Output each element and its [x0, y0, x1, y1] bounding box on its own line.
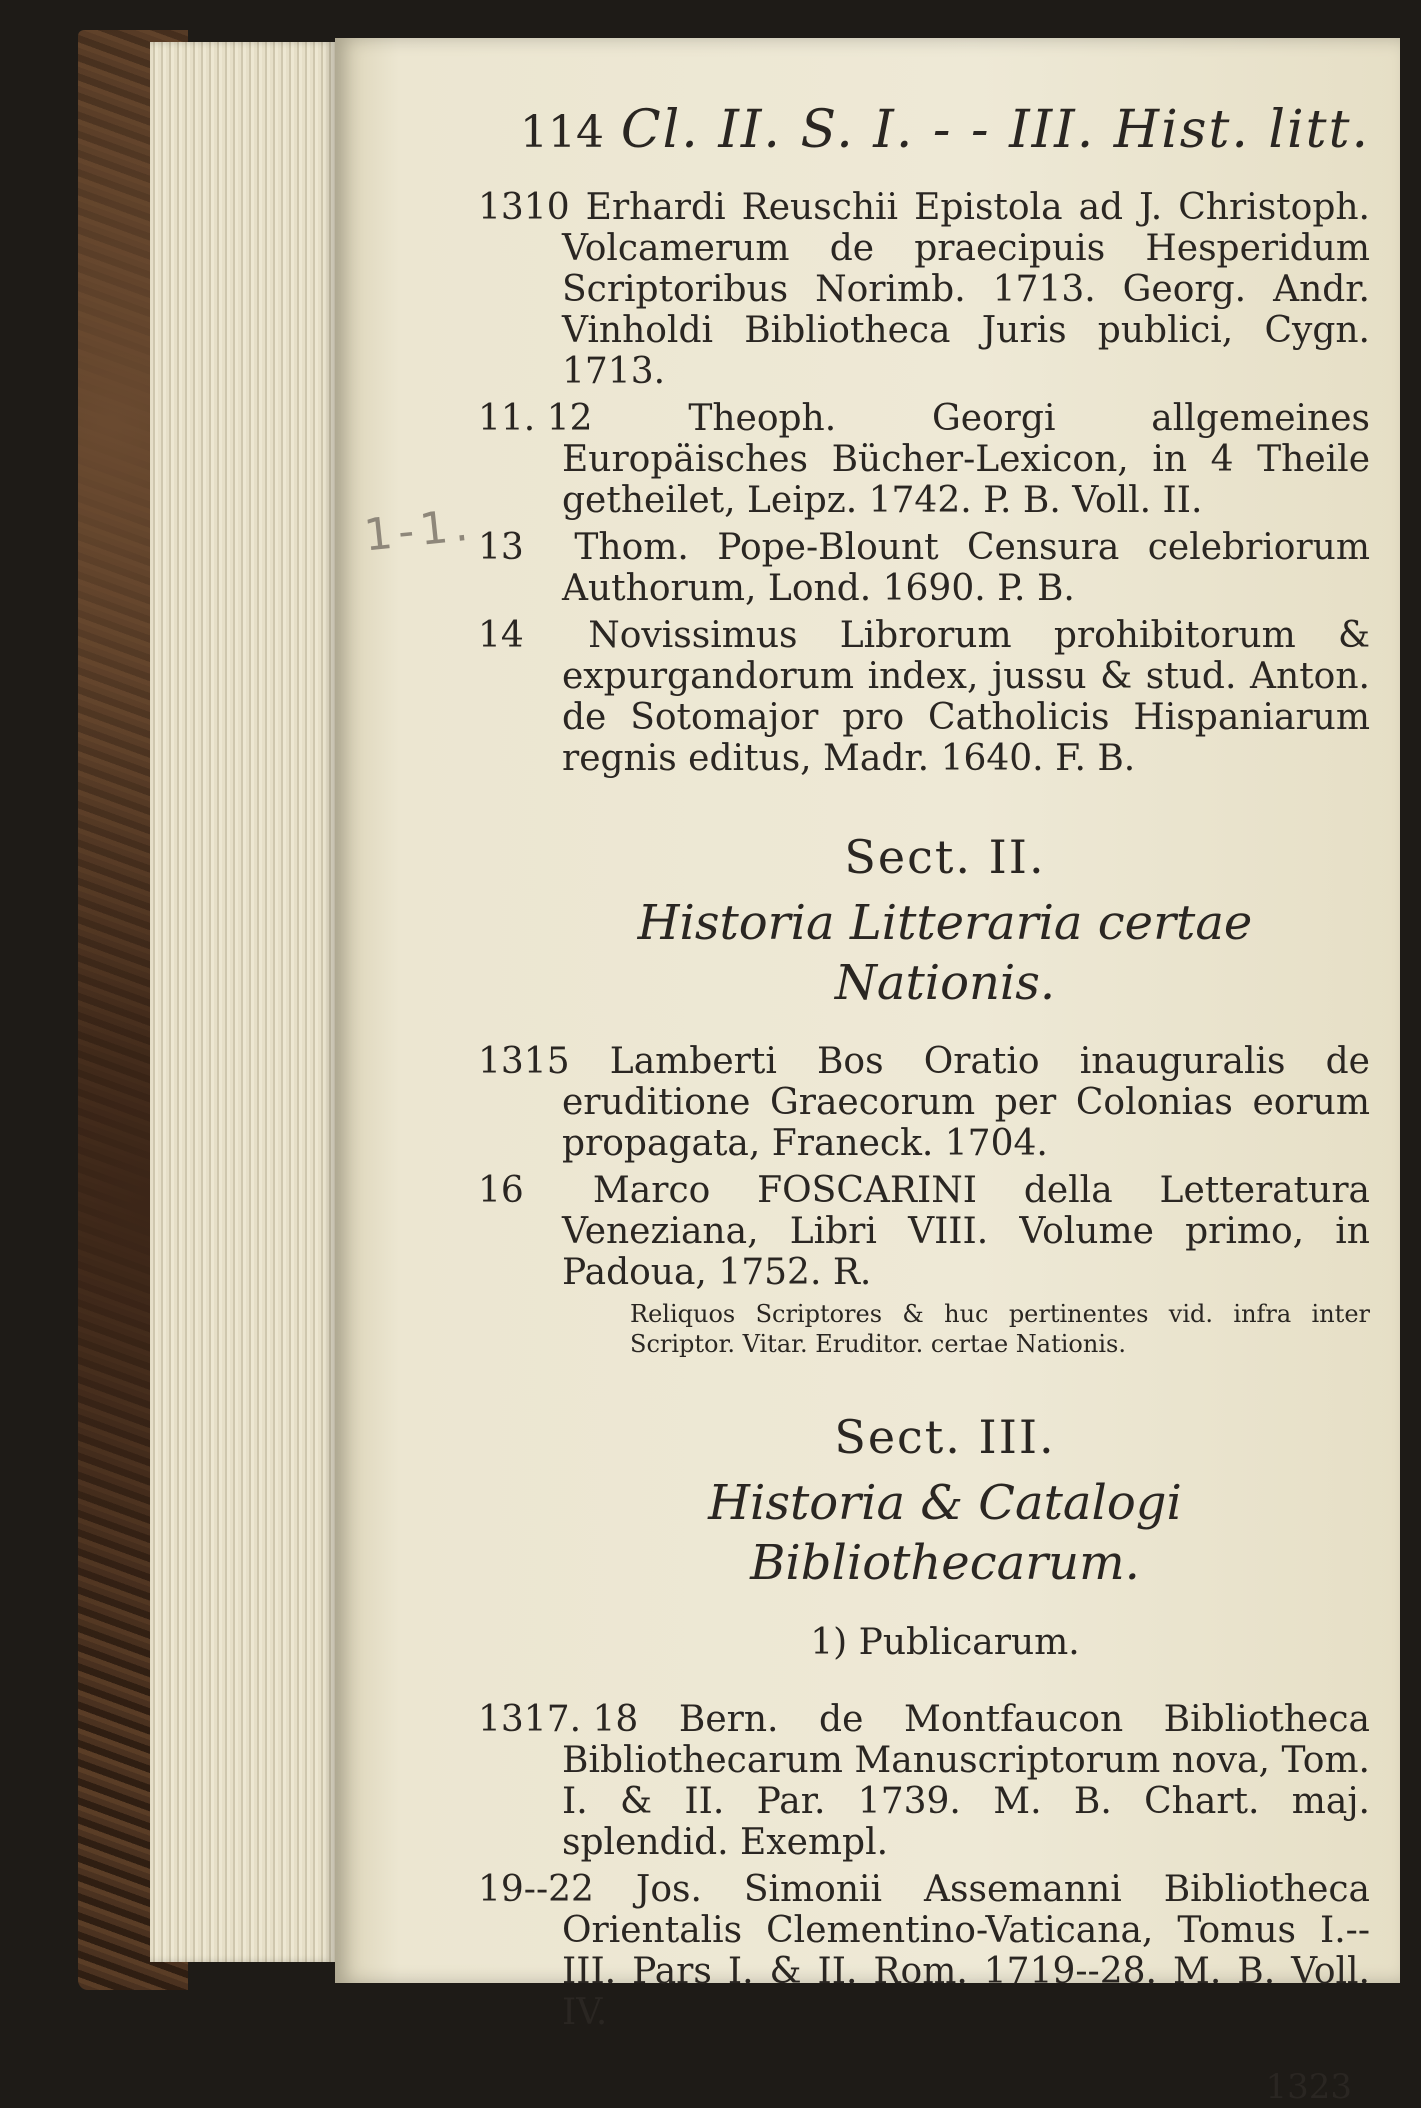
- running-header: [520, 100, 1370, 163]
- entry-text: Lamberti Bos Oratio inauguralis de eruditione Graecorum per Colonias eorum propagata, Franeck. 1704.: [562, 1041, 1370, 1164]
- cross-reference-note: Reliquos Scriptores & huc pertinentes vid. infra inter Scriptor. Vitar. Eruditor. certae Nationis.: [630, 1300, 1370, 1358]
- subsection-title: 1) Publicarum.: [810, 1622, 1080, 1663]
- entry-text: Thom. Pope-Blount Censura celebriorum Authorum, Lond. 1690. P. B.: [562, 527, 1370, 609]
- page-content: [478, 100, 1370, 2108]
- running-title: Cl. II. S. I. - - III. Hist. litt.: [620, 100, 1370, 160]
- entry-number: 11. 12: [478, 398, 593, 439]
- entry-number: 16: [478, 1170, 524, 1211]
- catalog-entry: [478, 187, 1370, 392]
- entry-number: 19--22: [478, 1869, 594, 1910]
- entry-number: 13: [478, 527, 524, 568]
- catalog-entry: [478, 1869, 1370, 2033]
- entry-text: Marco FOSCARINI della Letteratura Veneziana, Libri VIII. Volume primo, in Padoua, 1752. R.: [562, 1170, 1370, 1293]
- entry-text: Jos. Simonii Assemanni Bibliotheca Orientalis Clementino-Vaticana, Tomus I.--III. Pars I. & II. Rom. 1719--28. M. B. Voll. IV.: [562, 1869, 1370, 2033]
- page-number: 114: [520, 107, 604, 158]
- entry-text: Novissimus Librorum prohibitorum & expurgandorum index, jussu & stud. Anton. de Sotomajor pro Catholicis Hispaniarum regnis editus, Madr. 1640. F. B.: [562, 615, 1370, 779]
- page-edges: [150, 42, 335, 1962]
- section-title: Sect. II.: [844, 830, 1046, 884]
- catalog-entry: [478, 398, 1370, 521]
- section-title: Sect. III.: [834, 1410, 1056, 1464]
- catalog-entry: [478, 615, 1370, 779]
- entry-number: 1315: [478, 1041, 570, 1082]
- section-subtitle: Historia Litteraria certae Nationis.: [637, 895, 1253, 1011]
- catalog-entry: [478, 1699, 1370, 1863]
- entry-number: 1317. 18: [478, 1699, 639, 1740]
- entry-text: Theoph. Georgi allgemeines Europäisches Bücher-Lexicon, in 4 Theile getheilet, Leipz. 1742. P. B. Voll. II.: [562, 398, 1370, 521]
- entry-text: Erhardi Reuschii Epistola ad J. Christoph. Volcamerum de praecipuis Hesperidum Scriptoribus Norimb. 1713. Georg. Andr. Vinholdi Bibliotheca Juris publici, Cygn. 1713.: [562, 187, 1370, 392]
- catalog-entry: [478, 1041, 1370, 1164]
- catalog-entry: [478, 1170, 1370, 1293]
- catchword: 1323: [1265, 2067, 1352, 2107]
- pencil-annotation: 1-1.: [361, 499, 477, 562]
- catalog-entry: [478, 527, 1370, 609]
- entry-number: 1310: [478, 187, 570, 228]
- entry-text: Bern. de Montfaucon Bibliotheca Bibliothecarum Manuscriptorum nova, Tom. I. & II. Par. 1739. M. B. Chart. maj. splendid. Exempl.: [562, 1699, 1370, 1863]
- entry-number: 14: [478, 615, 524, 656]
- entries-top: [478, 187, 1370, 779]
- section-subtitle: Historia & Catalogi Bibliothecarum.: [708, 1475, 1182, 1591]
